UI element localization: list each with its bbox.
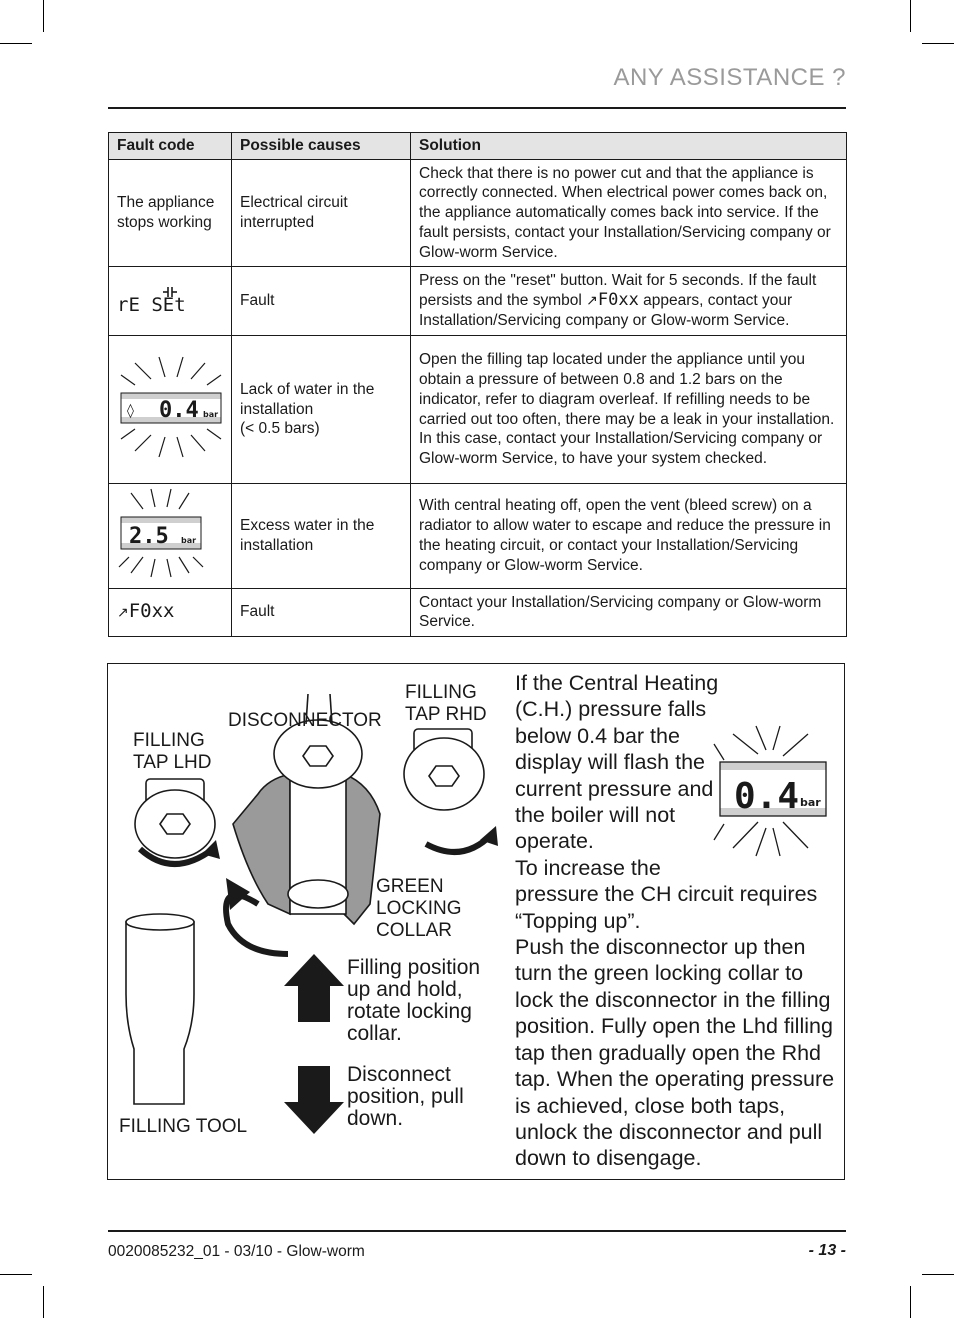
crop-mark [0, 1274, 32, 1275]
crop-mark [922, 43, 954, 44]
document-reference: 0020085232_01 - 03/10 - Glow-worm [108, 1243, 365, 1260]
filling-tool-drawing [126, 914, 194, 1104]
footer-rule [108, 1230, 846, 1232]
table-row [109, 484, 847, 589]
filling-instructions [515, 670, 845, 1172]
solution-cell: Open the filling tap located under the appliance until you obtain a pressure of between 0.8 and 1.2 bars on the indicator, refer to diagram overleaf. If refilling needs to be carried out too often, there may be a leak in your installation. In this case, contact your Installation/Servicing company or Glow-worm Service, to have your system checked. [411, 336, 847, 484]
label-green-locking-collar: GREEN LOCKING COLLAR [376, 876, 462, 941]
reset-code-text: rE SEt [117, 293, 186, 316]
page-number: - 13 - [808, 1242, 846, 1259]
cause-cell: Lack of water in the installation (< 0.5 bars) [232, 336, 411, 484]
pressure-unit: bar [203, 409, 219, 419]
label-filling-tap-lhd: FILLING TAP LHD [133, 730, 212, 773]
crop-mark [0, 43, 32, 44]
pressure-display-icon [117, 355, 225, 459]
fault-code-cell [109, 588, 232, 636]
crop-mark [922, 1274, 954, 1275]
wrench-icon: ↗ [586, 292, 598, 309]
fault-table [108, 132, 847, 637]
page-header-title: ANY ASSISTANCE ? [613, 64, 846, 91]
cause-cell: Fault [232, 588, 411, 636]
instruction-paragraph: Push the disconnector up then turn the green locking collar to lock the disconnector in the filling position. Fully open the Lhd filling tap then gradually open the Rhd tap. When the operating pressure is achieved, close both taps, unlock the disconnector and pull down to disengage. [515, 935, 835, 1171]
arrow-up-icon [284, 954, 344, 1022]
instruction-paragraph: If the Central Heating (C.H.) pressure falls below 0.4 bar the display will flash the current pressure and the boiler will not operate. [515, 671, 719, 854]
solution-cell: With central heating off, open the vent (bleed screw) on a radiator to allow water to escape and reduce the pressure in the heating circuit, or contact your Installation/Servicing company or Glow-worm Service. [411, 484, 847, 589]
instruction-paragraph: To increase the pressure the CH circuit requires “Topping up”. [515, 855, 818, 933]
cause-cell: Electrical circuit interrupted [232, 160, 411, 267]
display-spacer [721, 724, 845, 874]
column-header-possible-causes: Possible causes [232, 133, 411, 160]
fault-code-cell [109, 484, 232, 589]
crop-mark [43, 1286, 44, 1318]
fault-code-cell: The appliance stops working [109, 160, 232, 267]
label-filling-position: Filling position up and hold, rotate locking collar. [347, 956, 481, 1045]
pressure-unit: bar [181, 536, 197, 545]
crop-mark [43, 0, 44, 32]
wrench-icon: ↗ [117, 603, 129, 620]
solution-cell: Check that there is no power cut and that the appliance is correctly connected. When electrical power comes back on, the appliance automatically comes back into service. If the fault persists, contact your Installation/Servicing company or Glow-worm Service. [411, 160, 847, 267]
label-filling-tool: FILLING TOOL [119, 1116, 248, 1137]
filling-tap-rhd-drawing [404, 729, 484, 810]
table-row [109, 336, 847, 484]
pressure-value: 2.5 [129, 524, 169, 549]
fault-symbol: F0xx [597, 290, 639, 311]
header-rule [108, 107, 846, 109]
filling-tap-lhd-drawing [135, 779, 215, 858]
crop-mark [910, 1286, 911, 1318]
crop-mark [910, 0, 911, 32]
table-row [109, 588, 847, 636]
fault-code-text: F0xx [128, 599, 175, 622]
solution-cell: Contact your Installation/Servicing company or Glow-worm Service. [411, 588, 847, 636]
table-row [109, 160, 847, 267]
pressure-display-icon [117, 487, 205, 579]
label-disconnect-position: Disconnect position, pull down. [347, 1063, 464, 1130]
cause-cell: Excess water in the installation [232, 484, 411, 589]
solution-cell: Press on the "reset" button. Wait for 5 seconds. If the fault persists and the symbol ↗F0xx appears, contact your Installation/Servicing company or Glow-worm Service. [411, 267, 847, 336]
filling-diagram [107, 663, 845, 1180]
column-header-solution: Solution [411, 133, 847, 160]
table-row [109, 267, 847, 336]
fault-code-cell [109, 336, 232, 484]
pressure-value: 0.4 [159, 397, 199, 423]
column-header-fault-code: Fault code [109, 133, 232, 160]
arrow-down-icon [284, 1066, 344, 1134]
cause-cell: Fault [232, 267, 411, 336]
label-disconnector: DISCONNECTOR [228, 710, 382, 731]
pressure-unit: bar [800, 796, 821, 809]
water-drop-icon: ◊ [127, 402, 134, 419]
table-header-row [109, 133, 847, 160]
label-filling-tap-rhd: FILLING TAP RHD [405, 682, 487, 725]
pressure-value: 0.4 [734, 776, 800, 817]
fault-code-cell [109, 267, 232, 336]
